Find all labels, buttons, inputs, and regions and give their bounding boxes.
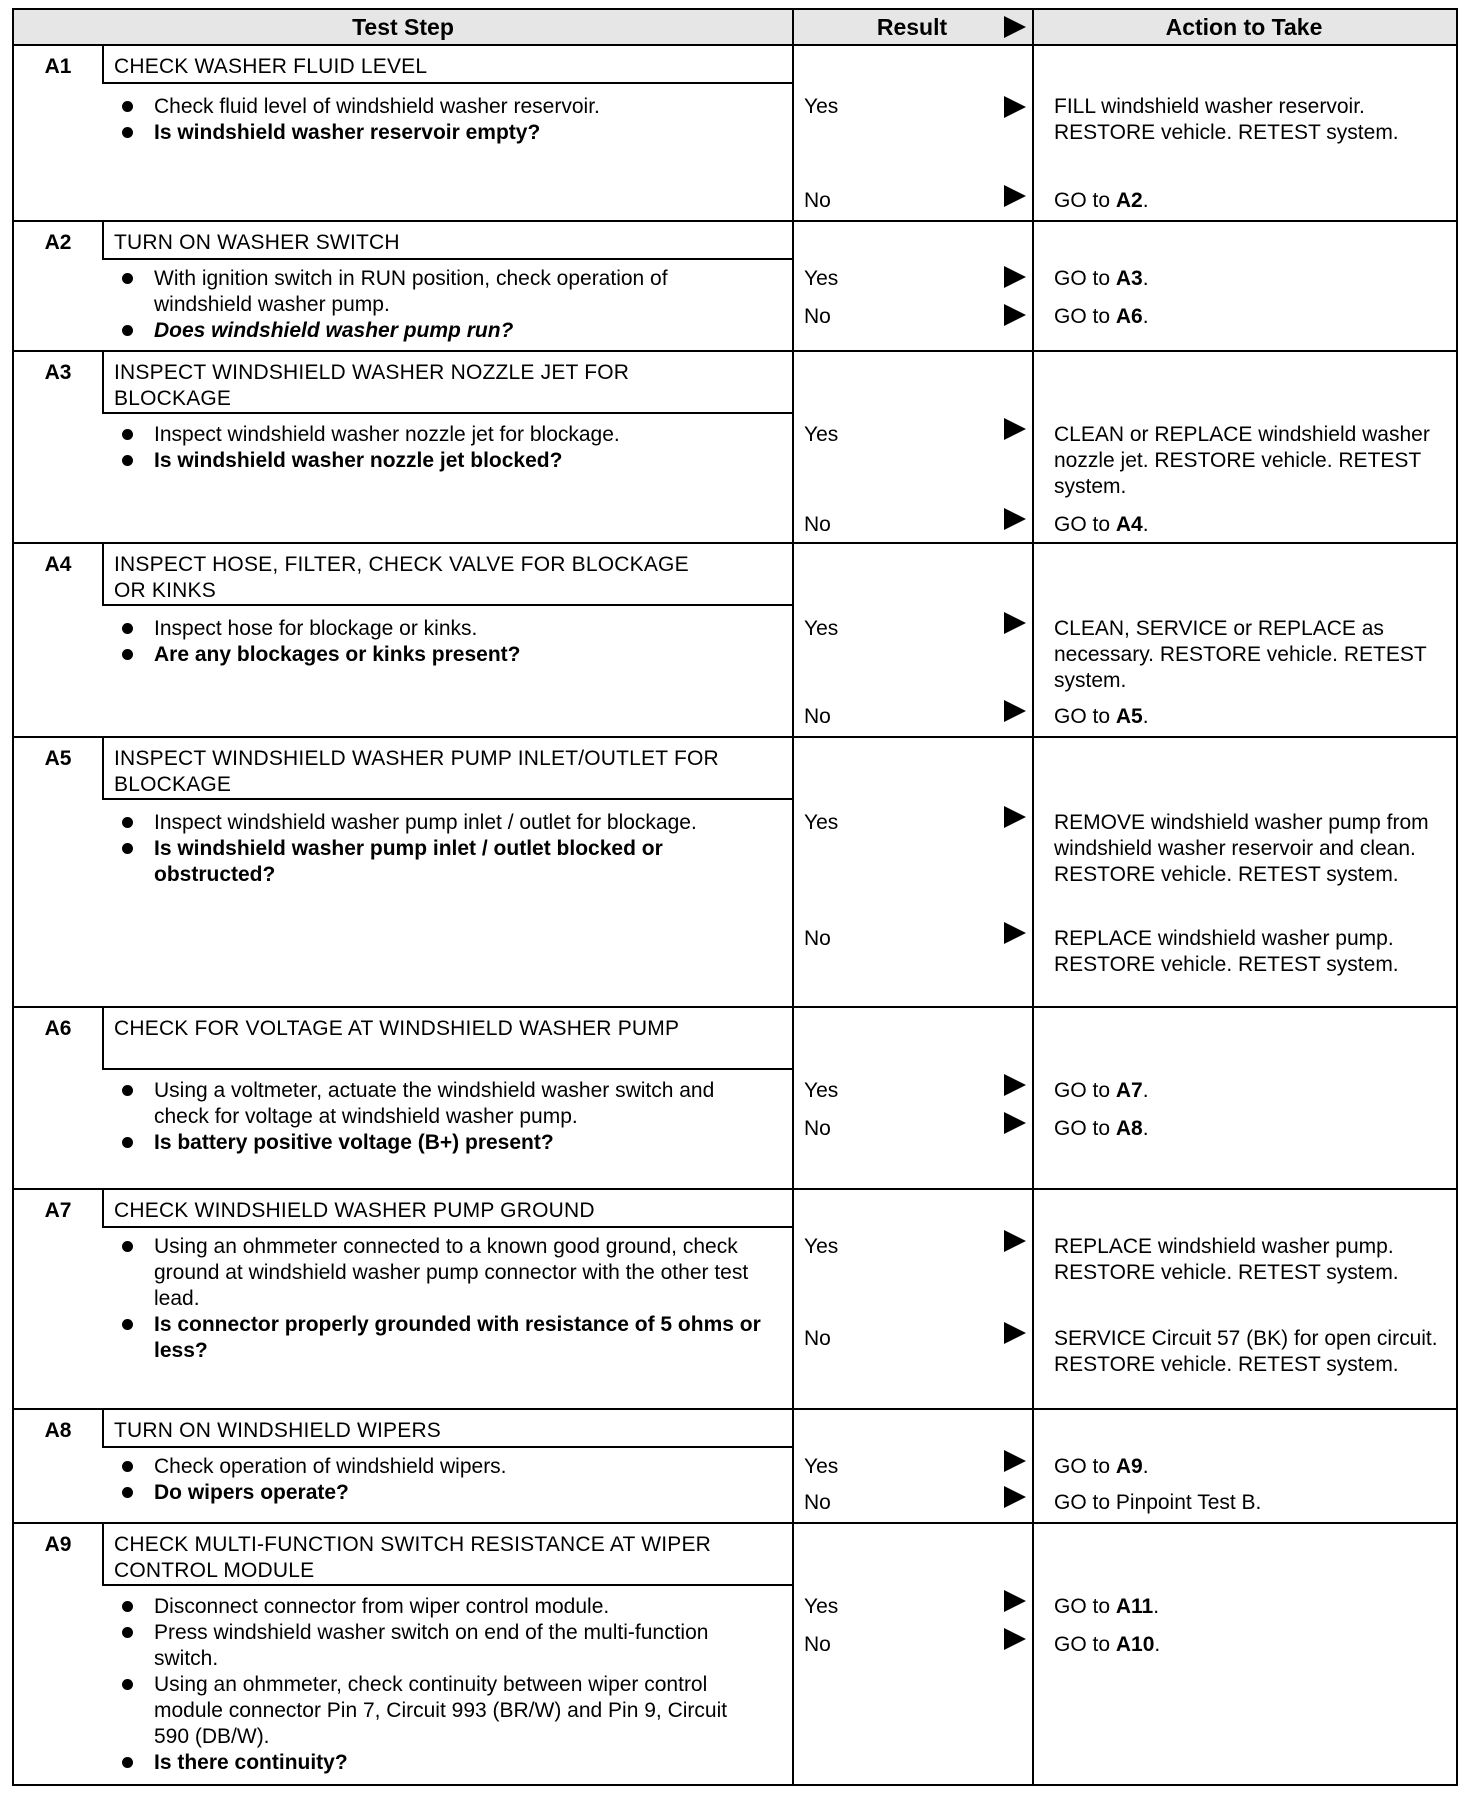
arrow-icon: [1004, 612, 1026, 634]
step-title: TURN ON WASHER SWITCH: [114, 231, 400, 254]
arrow-icon: [1004, 1450, 1026, 1472]
result-yes: Yes: [804, 267, 839, 290]
step-bullets: [114, 422, 764, 474]
arrow-icon: [1004, 1590, 1026, 1612]
bullet-icon: [122, 1679, 133, 1690]
step-id: A5: [44, 747, 72, 770]
step-id: A8: [44, 1419, 72, 1442]
header-result: Result: [876, 14, 948, 40]
bullet-item: Check operation of windshield wipers.: [114, 1454, 764, 1480]
step-bullets: [114, 94, 764, 146]
arrow-icon: [1004, 304, 1026, 326]
bullet-icon: [122, 1319, 133, 1330]
bullet-question: Is there continuity?: [114, 1750, 764, 1776]
arrow-icon: [1004, 418, 1026, 440]
bullet-question: Is battery positive voltage (B+) present?: [114, 1130, 764, 1156]
bullet-item: Inspect hose for blockage or kinks.: [114, 616, 764, 642]
result-no: No: [804, 705, 831, 728]
arrow-icon: [1004, 185, 1026, 207]
action-yes: REPLACE windshield washer pump. RESTORE vehicle. RETEST system.: [1054, 1235, 1399, 1284]
result-no: No: [804, 1327, 831, 1350]
result-yes: Yes: [804, 811, 839, 834]
bullet-item: Using an ohmmeter connected to a known good ground, check ground at windshield washer pump connector with the other test lead.: [114, 1234, 764, 1312]
arrow-icon: [1004, 266, 1026, 288]
step-id: A2: [44, 231, 72, 254]
bullet-icon: [122, 843, 133, 854]
action-no: REPLACE windshield washer pump. RESTORE vehicle. RETEST system.: [1054, 927, 1399, 976]
action-yes: GO to A11.: [1054, 1595, 1160, 1618]
result-no: No: [804, 305, 831, 328]
bullet-question: Is windshield washer reservoir empty?: [114, 120, 764, 146]
arrow-icon: [1004, 1322, 1026, 1344]
step-bullets: [114, 1594, 764, 1776]
result-no: No: [804, 1633, 831, 1656]
bullet-question: Are any blockages or kinks present?: [114, 642, 764, 668]
arrow-icon: [1004, 1074, 1026, 1096]
step-title: INSPECT WINDSHIELD WASHER NOZZLE JET FOR BLOCKAGE: [114, 361, 630, 410]
bullet-item: Check fluid level of windshield washer reservoir.: [114, 94, 764, 120]
step-bullets: [114, 810, 764, 888]
action-no: GO to A4.: [1054, 513, 1149, 536]
step-title: CHECK WASHER FLUID LEVEL: [114, 55, 428, 78]
action-yes: GO to A9.: [1054, 1455, 1149, 1478]
bullet-item: Disconnect connector from wiper control module.: [114, 1594, 764, 1620]
action-yes: GO to A7.: [1054, 1079, 1149, 1102]
result-yes: Yes: [804, 1079, 839, 1102]
bullet-icon: [122, 127, 133, 138]
bullet-item: Using a voltmeter, actuate the windshield washer switch and check for voltage at windshield washer pump.: [114, 1078, 764, 1130]
action-no: GO to A5.: [1054, 705, 1149, 728]
action-no: SERVICE Circuit 57 (BK) for open circuit. RESTORE vehicle. RETEST system.: [1054, 1327, 1438, 1376]
step-bullets: [114, 1078, 764, 1156]
result-yes: Yes: [804, 1455, 839, 1478]
arrow-icon: [1004, 1628, 1026, 1650]
step-id: A7: [44, 1199, 72, 1222]
step-id: A6: [44, 1017, 72, 1040]
bullet-icon: [122, 101, 133, 112]
result-no: No: [804, 927, 831, 950]
test-step-a9: [14, 1524, 1456, 1784]
action-no: GO to A2.: [1054, 189, 1149, 212]
test-step-a7: [14, 1190, 1456, 1408]
arrow-icon: [1004, 922, 1026, 944]
result-no: No: [804, 1491, 831, 1514]
bullet-question: Does windshield washer pump run?: [114, 318, 764, 344]
bullet-question: Is windshield washer nozzle jet blocked?: [114, 448, 764, 474]
bullet-icon: [122, 1461, 133, 1472]
step-id: A4: [44, 553, 72, 576]
bullet-item: Using an ohmmeter, check continuity between wiper control module connector Pin 7, Circuit 993 (BR/W) and Pin 9, Circuit 590 (DB/W).: [114, 1672, 764, 1750]
bullet-item: Inspect windshield washer nozzle jet for blockage.: [114, 422, 764, 448]
result-yes: Yes: [804, 1595, 839, 1618]
arrow-icon: [1004, 700, 1026, 722]
result-no: No: [804, 189, 831, 212]
step-bullets: [114, 616, 764, 668]
arrow-icon: [1004, 1486, 1026, 1508]
step-bullets: [114, 1454, 764, 1506]
arrow-icon: [1004, 806, 1026, 828]
header-action: Action to Take: [1165, 14, 1323, 40]
test-step-a2: [14, 222, 1456, 350]
test-step-a3: [14, 352, 1456, 542]
step-title: CHECK FOR VOLTAGE AT WINDSHIELD WASHER PUMP: [114, 1017, 680, 1040]
result-yes: Yes: [804, 617, 839, 640]
bullet-question: Is connector properly grounded with resistance of 5 ohms or less?: [114, 1312, 764, 1364]
action-yes: FILL windshield washer reservoir. RESTORE vehicle. RETEST system.: [1054, 95, 1399, 144]
action-yes: CLEAN or REPLACE windshield washer nozzle jet. RESTORE vehicle. RETEST system.: [1054, 423, 1430, 498]
arrow-icon: [1004, 508, 1026, 530]
header-test-step: Test Step: [352, 14, 454, 40]
result-no: No: [804, 1117, 831, 1140]
bullet-icon: [122, 1085, 133, 1096]
bullet-icon: [122, 649, 133, 660]
bullet-question: Is windshield washer pump inlet / outlet blocked or obstructed?: [114, 836, 764, 888]
action-no: GO to A8.: [1054, 1117, 1149, 1140]
result-yes: Yes: [804, 1235, 839, 1258]
bullet-icon: [122, 1241, 133, 1252]
action-yes: REMOVE windshield washer pump from windshield washer reservoir and clean. RESTORE vehicle. RETEST system.: [1054, 811, 1429, 886]
table-header: [14, 10, 1456, 46]
bullet-icon: [122, 273, 133, 284]
step-title: CHECK MULTI-FUNCTION SWITCH RESISTANCE AT WIPER CONTROL MODULE: [114, 1533, 712, 1582]
result-no: No: [804, 513, 831, 536]
test-step-a8: [14, 1410, 1456, 1522]
bullet-icon: [122, 455, 133, 466]
bullet-item: Inspect windshield washer pump inlet / outlet for blockage.: [114, 810, 764, 836]
bullet-question: Do wipers operate?: [114, 1480, 764, 1506]
action-yes: CLEAN, SERVICE or REPLACE as necessary. RESTORE vehicle. RETEST system.: [1054, 617, 1427, 692]
pinpoint-test-table: [12, 8, 1458, 1786]
step-bullets: [114, 1234, 764, 1364]
step-id: A9: [44, 1533, 72, 1556]
bullet-icon: [122, 623, 133, 634]
bullet-icon: [122, 1487, 133, 1498]
bullet-icon: [122, 1627, 133, 1638]
step-id: A3: [44, 361, 72, 384]
step-id: A1: [44, 55, 72, 78]
action-no: GO to A10.: [1054, 1633, 1161, 1656]
arrow-icon: [1004, 96, 1026, 118]
bullet-item: Press windshield washer switch on end of the multi-function switch.: [114, 1620, 764, 1672]
test-step-a5: [14, 738, 1456, 1006]
bullet-item: With ignition switch in RUN position, check operation of windshield washer pump.: [114, 266, 764, 318]
arrow-icon: [1004, 1112, 1026, 1134]
bullet-icon: [122, 1137, 133, 1148]
step-title: CHECK WINDSHIELD WASHER PUMP GROUND: [114, 1199, 595, 1222]
test-step-a4: [14, 544, 1456, 736]
arrow-icon: [1004, 1230, 1026, 1252]
test-step-a6: [14, 1008, 1456, 1188]
step-title: INSPECT WINDSHIELD WASHER PUMP INLET/OUTLET FOR BLOCKAGE: [114, 747, 719, 796]
bullet-icon: [122, 817, 133, 828]
action-no: GO to A6.: [1054, 305, 1149, 328]
bullet-icon: [122, 325, 133, 336]
step-title: TURN ON WINDSHIELD WIPERS: [114, 1419, 442, 1442]
bullet-icon: [122, 429, 133, 440]
bullet-icon: [122, 1601, 133, 1612]
result-yes: Yes: [804, 423, 839, 446]
bullet-icon: [122, 1757, 133, 1768]
header-arrow-icon: [1004, 16, 1026, 38]
action-yes: GO to A3.: [1054, 267, 1149, 290]
result-yes: Yes: [804, 95, 839, 118]
step-bullets: [114, 266, 764, 344]
test-step-a1: [14, 46, 1456, 220]
step-title: INSPECT HOSE, FILTER, CHECK VALVE FOR BLOCKAGE OR KINKS: [114, 553, 689, 602]
action-no: GO to Pinpoint Test B.: [1054, 1491, 1262, 1514]
